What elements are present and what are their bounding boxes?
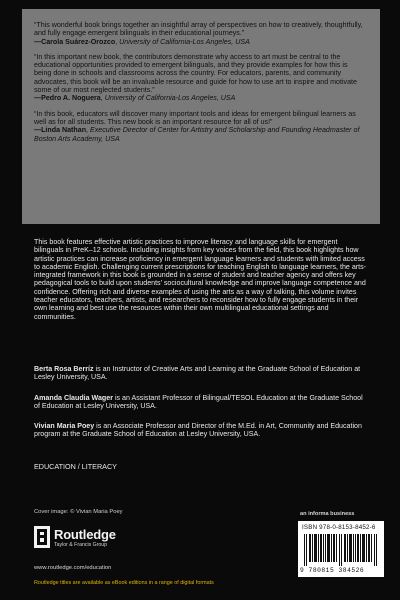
publisher-name: Routledge <box>54 527 116 542</box>
review-quote: “In this book, educators will discover many important tools and ideas for emergent bilingual learners as well as for all students. This new book is an important resource for all of us!” <box>34 109 356 126</box>
reviewer-name: —Linda Nathan <box>34 126 87 135</box>
review-quote: “In this important new book, the contributors demonstrate why access to art must be central to the educational opportunities provided to emergent bilinguals, and they provide examples for how this is being done in schools and classrooms across the country. For educators, parents, and community advocates, this book will be an invaluable resource and guide for how to use art to inspire and motivate some of our most neglected students.” <box>34 52 357 95</box>
author-bio-2 <box>34 394 368 411</box>
author-bio-text: is an Instructor of Creative Arts and Learning at the Graduate School of Education at Lesley University, USA. <box>34 365 361 382</box>
reviewer-affiliation: University of California-Los Angeles, USA <box>119 37 250 46</box>
review-attribution: —Linda Nathan, Executive Director of Center for Artistry and Scholarship and Founding Headmaster of Boston Arts Academy, USA <box>34 126 360 143</box>
barcode-number: 9 780815 384526 <box>300 567 365 574</box>
reviews-list <box>34 21 364 150</box>
reviewer-affiliation: University of California-Los Angeles, USA <box>104 94 236 103</box>
review-3 <box>34 110 364 143</box>
author-bio-3 <box>34 422 368 439</box>
author-bio-text: is an Assistant Professor of Bilingual/TESOL Education at the Graduate School of Education at Lesley University, USA. <box>34 394 363 411</box>
review-2 <box>34 53 364 103</box>
cover-image-credit: Cover image: © Vivian Maria Poey <box>34 509 123 515</box>
barcode-panel <box>298 521 384 577</box>
author-name: Vivian Maria Poey <box>34 422 95 430</box>
review-quote: “This wonderful book brings together an insightful array of perspectives on how to creatively, thoughtfully, and fully engage emergent bilinguals in their educational journeys.” <box>34 21 363 38</box>
author-bio-text: is an Associate Professor and Director of the M.Ed. in Art, Community and Education program at the Graduate School of Education at Lesley University, USA. <box>34 422 362 439</box>
publisher-group: Taylor & Francis Group <box>54 542 108 548</box>
book-description: This book features effective artistic practices to improve literacy and language skills for emergent bilinguals in PreK–12 schools. Including insights from key voices from the field, this book highlights how artistic practices can increase proficiency in emergent language learners and students with limited access to academic English. Challenging current prescriptions for teaching English to language learners, the arts-integrated framework in this book is grounded in a sense of student and teacher agency and offers key pedagogical tools to build upon students’ sociocultural knowledge and improve language competence and confidence. Offering rich and diverse examples of using the arts as a way of talking, this volume invites teacher educators, teachers, artists, and researchers to reconsider how to fully engage students in their own learning and best use the resources within their own multilingual educational settings and communities. <box>34 238 367 321</box>
review-attribution: —Pedro A. Noguera, University of California-Los Angeles, USA <box>34 94 236 103</box>
author-name: Berta Rosa Berríz <box>34 365 94 373</box>
routledge-logo-icon <box>34 526 50 548</box>
informa-tagline: an informa business <box>300 511 355 517</box>
review-attribution: —Carola Suárez-Orozco, University of California-Los Angeles, USA <box>34 37 250 46</box>
ebook-note: Routledge titles are available as eBook editions in a range of digital formats <box>34 580 214 586</box>
author-bio-1 <box>34 365 368 382</box>
subject-category: EDUCATION / LITERACY <box>34 462 117 471</box>
reviewer-name: —Pedro A. Noguera <box>34 94 101 103</box>
review-1 <box>34 21 364 46</box>
publisher-logo <box>34 524 184 556</box>
reviewer-name: —Carola Suárez-Orozco <box>34 37 116 46</box>
reviewer-affiliation: Executive Director of Center for Artistry and Scholarship and Founding Headmaster of Boston Arts Academy, USA <box>34 126 360 143</box>
author-name: Amanda Claudia Wager <box>34 394 113 402</box>
isbn-text: ISBN 978-0-8153-8452-6 <box>302 524 376 531</box>
barcode-icon <box>304 534 378 566</box>
publisher-url: www.routledge.com/education <box>34 565 112 571</box>
